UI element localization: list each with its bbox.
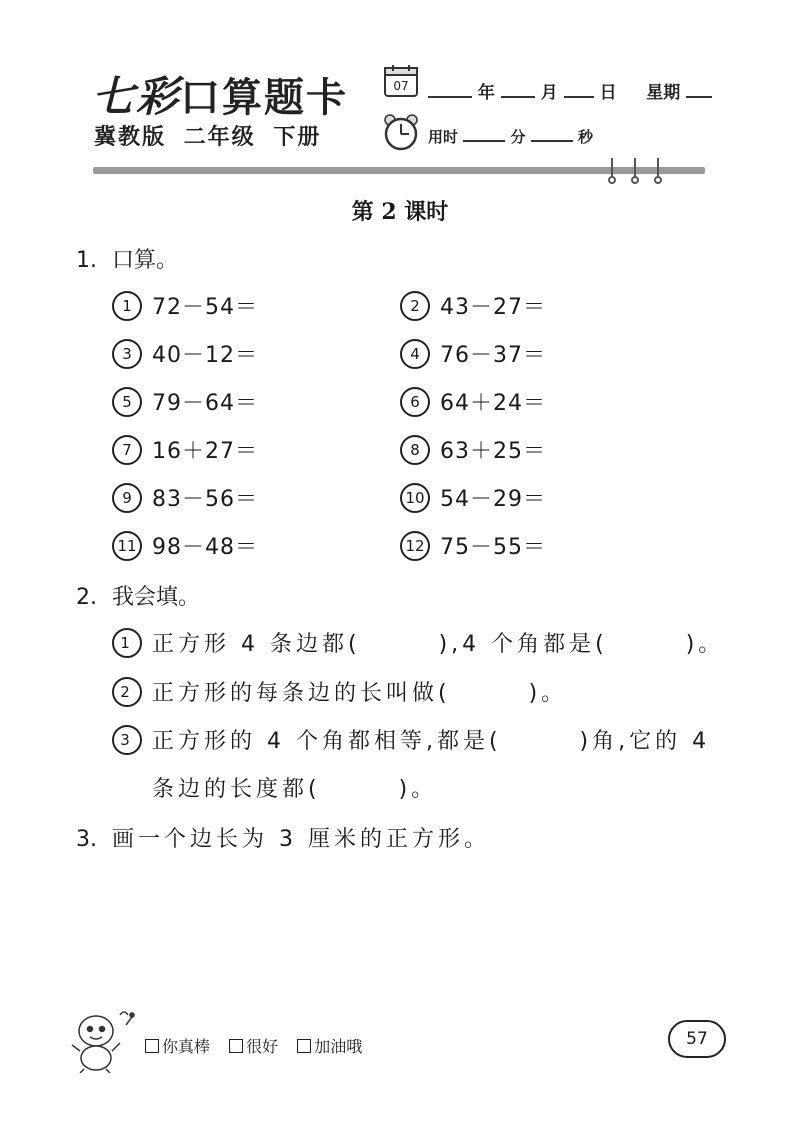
badge-great-label: 你真棒 — [162, 1037, 211, 1056]
checkbox-good[interactable] — [229, 1039, 243, 1053]
fill-item-1 — [112, 627, 724, 660]
section1-number: 1. — [76, 248, 97, 273]
month-label: 月 — [540, 83, 558, 103]
item-number-badge: 2 — [400, 291, 430, 321]
arith-expression: 83－56＝ — [152, 487, 258, 512]
binder-pins-icon — [600, 156, 670, 184]
item-number-badge: 3 — [112, 725, 142, 755]
badge-keep-going[interactable] — [297, 1037, 362, 1056]
section2-heading — [76, 580, 200, 611]
arith-item-1 — [112, 290, 258, 323]
arith-expression: 64＋24＝ — [440, 391, 546, 416]
item-number-badge: 1 — [112, 628, 142, 658]
item-number-badge: 3 — [112, 339, 142, 369]
arith-expression: 72－54＝ — [152, 295, 258, 320]
item-number-badge: 5 — [112, 387, 142, 417]
weekday-label: 星期 — [646, 83, 681, 103]
section2-number: 2. — [76, 585, 97, 610]
page-number: 57 — [668, 1020, 726, 1058]
year-blank[interactable] — [428, 82, 472, 98]
section3-title: 画一个边长为 3 厘米的正方形。 — [112, 827, 490, 852]
seconds-label: 秒 — [577, 128, 593, 146]
arith-item-4 — [400, 338, 546, 371]
month-blank[interactable] — [501, 82, 535, 98]
fill-in-statement: 正方形 4 条边都( ),4 个角都是( )。 — [152, 632, 725, 657]
arith-item-2 — [400, 290, 546, 323]
item-number-badge: 10 — [400, 483, 430, 513]
item-number-badge: 12 — [400, 531, 430, 561]
fill-item-3-continued: 条边的长度都( )。 — [152, 777, 438, 802]
brand-title-rest: 口算题卡 — [180, 75, 349, 121]
time-used-fields — [428, 126, 593, 147]
arith-expression: 40－12＝ — [152, 343, 258, 368]
badge-great[interactable] — [145, 1037, 210, 1056]
arith-expression: 43－27＝ — [440, 295, 546, 320]
day-blank[interactable] — [564, 82, 594, 98]
brand-title-qi: 七彩 — [92, 72, 181, 121]
item-number-badge: 11 — [112, 531, 142, 561]
minutes-blank[interactable] — [463, 126, 505, 142]
arith-item-5 — [112, 386, 258, 419]
arith-item-12 — [400, 530, 546, 563]
item-number-badge: 7 — [112, 435, 142, 465]
time-used-label: 用时 — [428, 128, 459, 146]
arith-expression: 76－37＝ — [440, 343, 546, 368]
item-number-badge: 8 — [400, 435, 430, 465]
arith-expression: 98－48＝ — [152, 535, 258, 560]
arith-item-3 — [112, 338, 258, 371]
year-label: 年 — [477, 83, 495, 103]
item-number-badge: 1 — [112, 291, 142, 321]
alarm-clock-icon — [382, 113, 420, 151]
arith-expression: 63＋25＝ — [440, 439, 546, 464]
seconds-blank[interactable] — [531, 126, 573, 142]
arith-expression: 54－29＝ — [440, 487, 546, 512]
arith-item-6 — [400, 386, 546, 419]
lesson-title: 第 2 课时 — [351, 199, 449, 225]
fill-item-2 — [112, 676, 567, 709]
item-number-badge: 4 — [400, 339, 430, 369]
badge-good-label: 很好 — [246, 1037, 279, 1056]
item-number-badge: 9 — [112, 483, 142, 513]
brand-title — [92, 64, 348, 124]
section3-number: 3. — [76, 827, 97, 852]
fill-in-statement: 正方形的每条边的长叫做( )。 — [152, 681, 568, 706]
checkbox-great[interactable] — [145, 1039, 159, 1053]
section2-title: 我会填。 — [112, 585, 201, 610]
arith-item-10 — [400, 482, 546, 515]
fill-in-statement: 正方形的 4 个角都相等,都是( )角,它的 4 — [152, 729, 711, 754]
item-number-badge: 6 — [400, 387, 430, 417]
section3-heading — [76, 822, 490, 853]
arith-expression: 16＋27＝ — [152, 439, 258, 464]
arith-item-8 — [400, 434, 546, 467]
badge-keep-going-label: 加油哦 — [314, 1037, 363, 1056]
calendar-day: 07 — [393, 79, 409, 93]
section1-heading — [76, 243, 178, 274]
arith-expression: 75－55＝ — [440, 535, 546, 560]
self-evaluation-options — [145, 1034, 376, 1057]
minutes-label: 分 — [510, 128, 526, 146]
arith-item-11 — [112, 530, 258, 563]
day-label: 日 — [599, 83, 617, 103]
edition-subtitle: 冀教版 二年级 下册 — [94, 125, 322, 150]
weekday-blank[interactable] — [686, 82, 712, 98]
section1-title: 口算。 — [112, 248, 179, 273]
arith-item-7 — [112, 434, 258, 467]
fill-item-3 — [112, 724, 710, 757]
badge-good[interactable] — [229, 1037, 278, 1056]
arith-item-9 — [112, 482, 258, 515]
checkbox-keep-going[interactable] — [297, 1039, 311, 1053]
item-number-badge: 2 — [112, 677, 142, 707]
mascot-illustration-icon — [68, 1003, 148, 1073]
calendar-icon — [383, 64, 419, 98]
arith-expression: 79－64＝ — [152, 391, 258, 416]
date-fields — [428, 78, 712, 103]
